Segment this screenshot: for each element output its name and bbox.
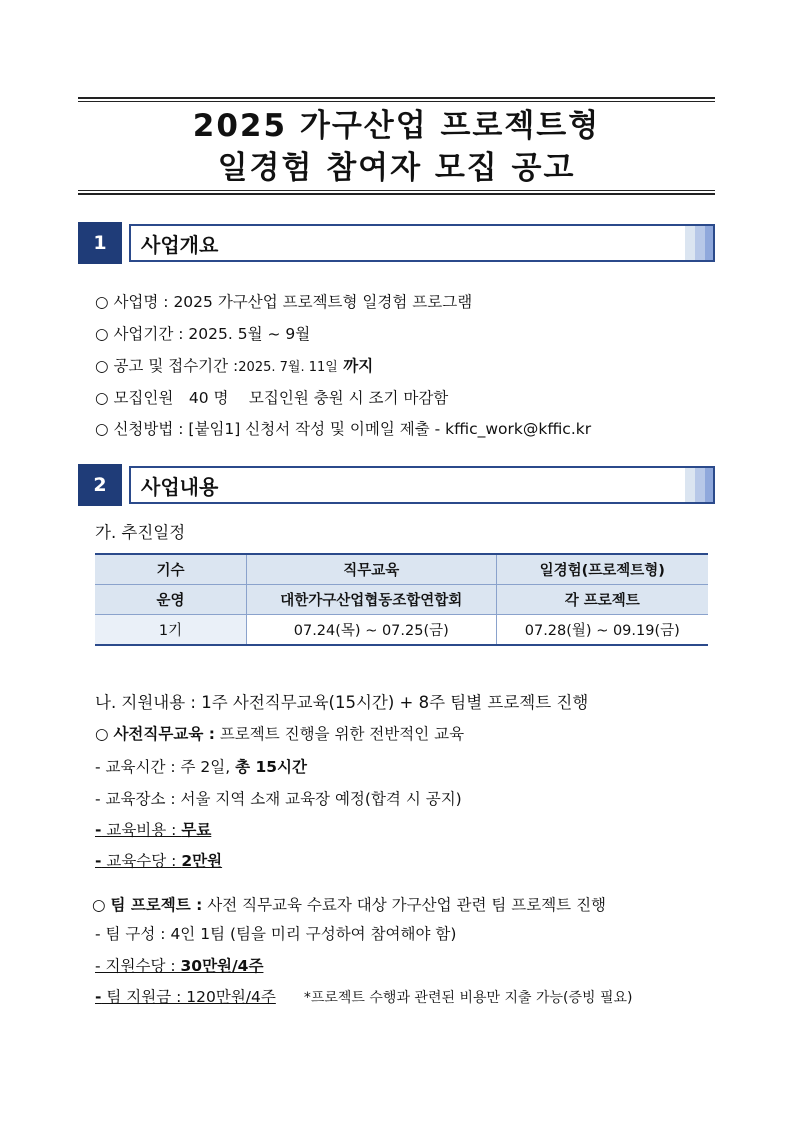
team-allowance-value: 30만원/4주 (180, 957, 264, 975)
overview-item-period: ○ 사업기간 : 2025. 5월 ~ 9월 (95, 325, 311, 343)
table-row (95, 585, 708, 615)
team-project-heading (92, 893, 606, 915)
overview-item-deadline (95, 354, 373, 376)
section2-heading-box (129, 466, 715, 504)
pretraining-cost (95, 818, 211, 840)
table-cell: 직무교육 (247, 554, 497, 585)
table-cell: 07.28(월) ~ 09.19(금) (496, 615, 708, 646)
pretraining-allowance-dash: - (95, 852, 102, 870)
team-fund-note: *프로젝트 수행과 관련된 비용만 지출 가능(증빙 필요) (303, 990, 633, 1006)
deadline-suffix: 까지 (337, 357, 374, 375)
pretraining-time-total: 총 15시간 (235, 758, 307, 776)
schedule-table (95, 553, 708, 646)
deadline-date: 2025. 7월. 11일 (238, 360, 338, 375)
team-project-label: 팀 프로젝트 : (110, 896, 203, 914)
section1-heading: 사업개요 (141, 232, 219, 257)
table-cell: 07.24(목) ~ 07.25(금) (247, 615, 497, 646)
pretraining-allowance-value: 2만원 (181, 852, 223, 870)
title-rule-bottom-thick (78, 193, 715, 195)
team-fund-label: 팀 지원금 : 120만원/4주 (101, 988, 276, 1006)
pretraining-label: 사전직무교육 : (113, 725, 215, 743)
pretraining-mark: ○ (95, 725, 114, 743)
pretraining-cost-value: 무료 (181, 821, 212, 839)
team-project-desc: 사전 직무교육 수료자 대상 가구산업 관련 팀 프로젝트 진행 (202, 896, 607, 914)
deadline-prefix: ○ 공고 및 접수기간 : (95, 357, 239, 375)
team-fund (95, 985, 633, 1007)
page-title-line2: 일경험 참여자 모집 공고 (217, 150, 576, 186)
overview-item-name: ○ 사업명 : 2025 가구산업 프로젝트형 일경험 프로그램 (95, 293, 473, 311)
schedule-subheading: 가. 추진일정 (95, 523, 186, 542)
title-rule-top-thick (78, 97, 715, 99)
support-subheading: 나. 지원내용 : 1주 사전직무교육(15시간) + 8주 팀별 프로젝트 진행 (95, 693, 589, 712)
team-fund-dash: - (95, 988, 102, 1006)
section2-heading: 사업내용 (141, 474, 219, 499)
pretraining-allowance-label: 교육수당 : (101, 852, 182, 870)
section1-heading-box (129, 224, 715, 262)
title-rule-bottom-thin (78, 190, 715, 191)
pretraining-cost-dash: - (95, 821, 102, 839)
table-row (95, 615, 708, 646)
table-cell: 기수 (95, 554, 247, 585)
pretraining-heading (95, 722, 464, 744)
table-cell: 1기 (95, 615, 247, 646)
table-cell: 대한가구산업협동조합연합회 (247, 585, 497, 615)
section1-number: 1 (78, 222, 122, 264)
team-allowance-label: - 지원수당 : (95, 957, 181, 975)
table-cell: 각 프로젝트 (496, 585, 708, 615)
pretraining-time (95, 755, 307, 777)
pretraining-cost-label: 교육비용 : (101, 821, 182, 839)
section2-decorative-bars (685, 468, 713, 502)
page-title-line1: 2025 가구산업 프로젝트형 (192, 108, 601, 144)
overview-item-recruit: ○ 모집인원 40 명 모집인원 충원 시 조기 마감함 (95, 389, 449, 407)
pretraining-desc: 프로젝트 진행을 위한 전반적인 교육 (214, 725, 465, 743)
section1-decorative-bars (685, 226, 713, 260)
team-composition: - 팀 구성 : 4인 1팀 (팀을 미리 구성하여 참여해야 함) (95, 925, 457, 943)
title-rule-top-thin (78, 101, 715, 102)
table-cell: 운영 (95, 585, 247, 615)
table-row (95, 554, 708, 585)
pretraining-place: - 교육장소 : 서울 지역 소재 교육장 예정(합격 시 공지) (95, 790, 462, 808)
pretraining-time-label: - 교육시간 : 주 2일, (95, 758, 236, 776)
team-allowance (95, 954, 263, 976)
team-project-mark: ○ (92, 896, 111, 914)
overview-item-apply: ○ 신청방법 : [붙임1] 신청서 작성 및 이메일 제출 - kffic_work@kffic.kr (95, 420, 592, 438)
table-cell: 일경험(프로젝트형) (496, 554, 708, 585)
section2-number: 2 (78, 464, 122, 506)
pretraining-allowance (95, 849, 222, 871)
